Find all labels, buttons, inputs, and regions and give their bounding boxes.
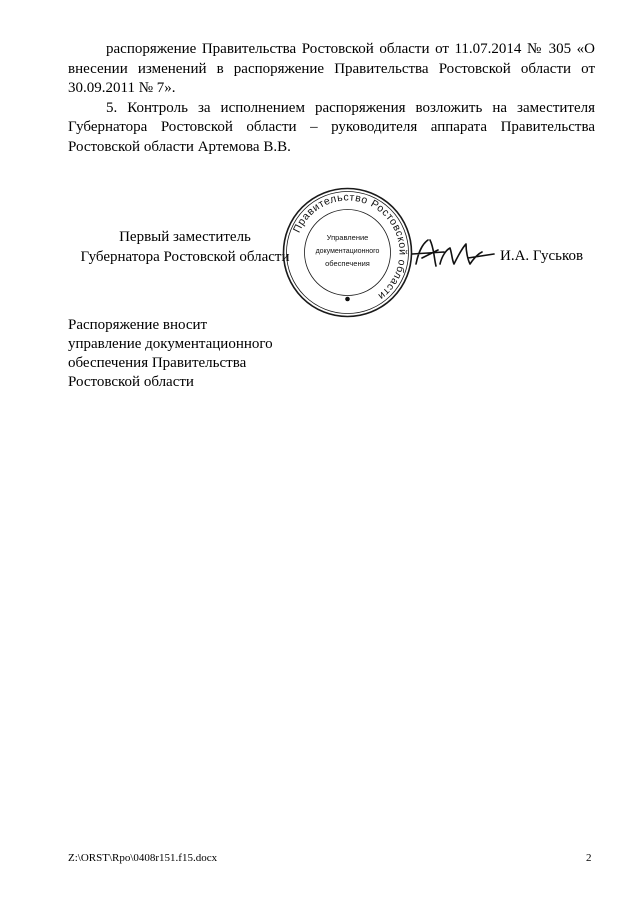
author-note-line-3: обеспечения Правительства: [68, 355, 247, 371]
signatory-title: [80, 228, 290, 267]
stamp-inner-line-2: документационного: [315, 248, 380, 255]
author-note-line-1: Распоряжение вносит: [68, 317, 208, 333]
handwritten-signature: [408, 228, 503, 278]
document-body: [68, 40, 595, 157]
signatory-title-line-1: Первый заместитель: [119, 229, 251, 245]
stamp-inner-line-3: обеспечения: [325, 259, 370, 268]
author-note-line-4: Ростовской области: [68, 374, 194, 390]
author-note: [68, 316, 308, 392]
paragraph-amendment: распоряжение Правительства Ростовской области от 11.07.2014 № 305 «О внесении изменений в распоряжение Правительства Ростовской области от 30.09.2011 № 7».: [68, 41, 595, 96]
stamp-ring-text: Правительство Ростовской области: [290, 191, 409, 303]
svg-text:Правительство Ростовской облас: [291, 191, 409, 302]
signatory-title-line-2: Губернатора Ростовской области: [80, 248, 290, 265]
footer-file-path: Z:\ORST\Rpo\0408r151.f15.docx: [68, 852, 218, 864]
author-note-line-2: управление документационного: [68, 336, 273, 352]
stamp-inner-line-1: Управление: [326, 233, 369, 242]
page-number: 2: [586, 852, 592, 864]
paragraph-control: 5. Контроль за исполнением распоряжения возложить на заместителя Губернатора Ростовской области – руководителя аппарата Правительства Ростовской области Артемова В.В.: [68, 99, 595, 155]
official-stamp: [280, 185, 415, 320]
stamp-dot-icon: [345, 297, 350, 302]
signatory-name: И.А. Гуськов: [500, 248, 584, 264]
